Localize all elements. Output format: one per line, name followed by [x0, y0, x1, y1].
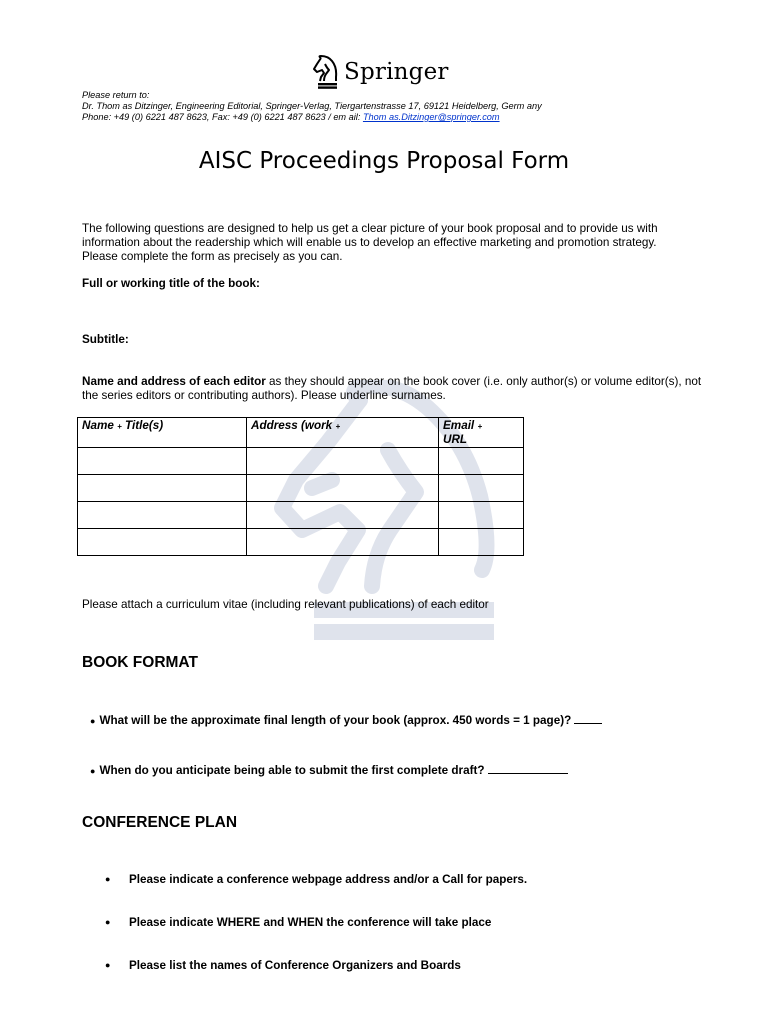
email-cell[interactable]: [439, 475, 524, 502]
address-cell[interactable]: [247, 475, 439, 502]
address-cell[interactable]: [247, 502, 439, 529]
address-cell[interactable]: [247, 448, 439, 475]
email-cell[interactable]: [439, 502, 524, 529]
subtitle-label: Subtitle:: [82, 333, 129, 346]
table-row: [78, 502, 524, 529]
question-length: ● What will be the approximate final length of your book (approx. 450 words = 1 page)?: [90, 713, 602, 727]
bullet-icon: ●: [105, 960, 111, 970]
cv-note: Please attach a curriculum vitae (including relevant publications) of each editor: [82, 598, 489, 611]
conference-plan-heading: CONFERENCE PLAN: [82, 814, 238, 831]
page-title: AISC Proceedings Proposal Form: [198, 148, 570, 174]
name-cell[interactable]: [78, 475, 247, 502]
full-title-label: Full or working title of the book:: [82, 277, 260, 290]
intro-paragraph: The following questions are designed to help us get a clear picture of your book proposal and to provide us with information about the readership which will enable us to develop an effective marketing and promotion strategy. Please complete the form as precisely as you can.: [82, 222, 658, 263]
draft-answer-blank[interactable]: [488, 763, 568, 774]
email-link[interactable]: Thom as.Ditzinger@springer.com: [362, 112, 500, 122]
editors-description: as they should appear on the book cover (i.e. only author(s) or volume editor(s), not the series editors or contributing authors). Please underline surnames.: [82, 375, 702, 402]
name-cell[interactable]: [78, 502, 247, 529]
return-address: Dr. Thom as Ditzinger, Engineering Editorial, Springer-Verlag, Tiergartenstrasse 17, 69121 Heidelberg, Germ any: [82, 101, 542, 111]
bullet-icon: ●: [90, 716, 96, 726]
springer-chess-knight-icon: [312, 55, 338, 89]
list-item: ● Please indicate WHERE and WHEN the conference will take place: [105, 916, 492, 929]
editors-instructions: [82, 375, 702, 403]
return-label: Please return to:: [82, 90, 150, 100]
email-cell[interactable]: [439, 448, 524, 475]
question-draft: ● When do you anticipate being able to submit the first complete draft?: [90, 763, 568, 777]
table-row: [78, 475, 524, 502]
book-format-heading: BOOK FORMAT: [82, 654, 198, 671]
bullet-icon: ●: [105, 917, 111, 927]
springer-wordmark: Springer: [344, 59, 449, 85]
email-cell[interactable]: [439, 529, 524, 556]
bullet-icon: ●: [90, 766, 96, 776]
bullet-icon: ●: [105, 874, 111, 884]
col-name-title-header: Name + Title(s): [78, 418, 247, 448]
springer-logo: [312, 52, 449, 92]
col-email-header: Email + URL: [439, 418, 524, 448]
table-row: [78, 448, 524, 475]
list-item: ● Please list the names of Conference Organizers and Boards: [105, 959, 461, 972]
name-cell[interactable]: [78, 448, 247, 475]
return-contact: [82, 112, 500, 124]
table-header-row: [78, 418, 524, 448]
name-cell[interactable]: [78, 529, 247, 556]
list-item: ● Please indicate a conference webpage address and/or a Call for papers.: [105, 873, 528, 886]
editors-table: [77, 417, 524, 556]
table-row: [78, 529, 524, 556]
col-address-header: Address (work +: [247, 418, 439, 448]
length-answer-blank[interactable]: [574, 713, 602, 724]
phone-fax-text: Phone: +49 (0) 6221 487 8623, Fax: +49 (0) 6221 487 8623 / em ail:: [82, 112, 363, 122]
address-cell[interactable]: [247, 529, 439, 556]
editors-label: Name and address of each editor: [82, 375, 266, 388]
